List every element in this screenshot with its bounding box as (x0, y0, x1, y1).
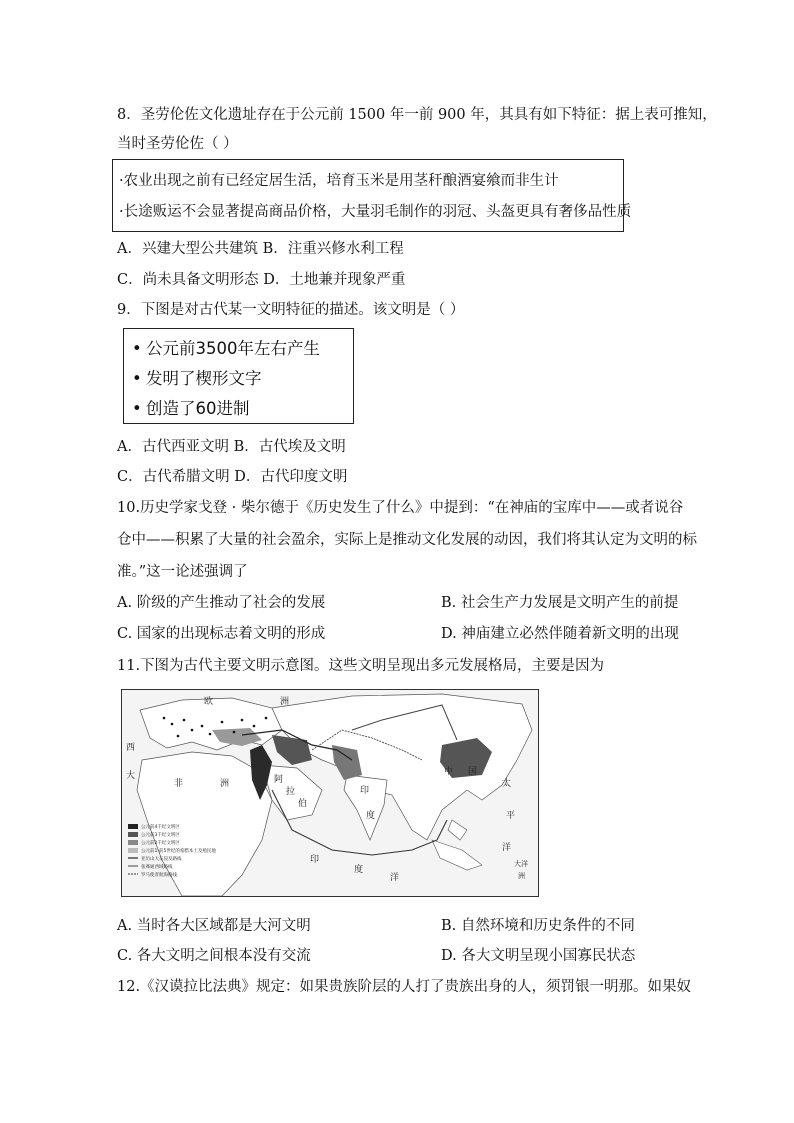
map-label-yin: 印 (360, 786, 370, 796)
q10-stem-line1: 10.历史学家戈登 · 柴尔德于《历史发生了什么》中提到：“在神庙的宝库中——或者说谷 (117, 500, 684, 516)
map-label-xi: 西 (126, 743, 136, 753)
map-label-guo: 国 (468, 767, 478, 777)
legend-swatch-2nd (128, 840, 138, 845)
map-label-zhou1: 洲 (280, 697, 290, 707)
ancient-civilizations-map (121, 689, 539, 897)
map-svg (122, 690, 538, 896)
map-label-yinyang: 印 (310, 855, 320, 865)
q10-stem-line2: 仓中——积累了大量的社会盈余，实际上是推动文化发展的动因，我们将其认定为文明的标 (117, 532, 697, 548)
map-label-zhong: 中 (444, 767, 454, 777)
legend-item-5: 亚历山大东侵及路线 (141, 857, 182, 862)
map-label-tai: 太 (502, 779, 512, 789)
legend-item-6: 张骞通西域路线 (141, 865, 173, 870)
q8-feature-box (112, 159, 632, 232)
map-label-du2: 度 (354, 865, 364, 875)
q8-box-line1: ·农业出现之前有已经定居生活，培育玉米是用茎秆酿酒宴飨而非生计 (119, 173, 559, 189)
q9-feature-box (123, 328, 354, 424)
q11-option-d: D. 各大文明呈现小国寡民状态 (441, 948, 636, 964)
map-label-ping: 平 (506, 811, 516, 821)
q10-option-d: D. 神庙建立必然伴随着新文明的出现 (441, 626, 679, 642)
q10-option-b: B. 社会生产力发展是文明产生的前提 (441, 595, 679, 611)
q9-bullet-1 (132, 338, 320, 360)
map-label-ou: 欧 (204, 697, 214, 707)
legend-item-1: 公元前4千纪文明区 (141, 825, 180, 830)
q9-options-ab: A．古代西亚文明 B．古代埃及文明 (117, 439, 346, 455)
map-label-a: 阿 (274, 775, 284, 785)
q8-options-ab: A．兴建大型公共建筑 B．注重兴修水利工程 (117, 241, 404, 257)
q9-bullet-3-text: 创造了60进制 (146, 399, 250, 418)
legend-swatch-3rd (128, 832, 138, 837)
q11-option-a: A. 当时各大区域都是大河文明 (117, 918, 311, 934)
map-label-yang: 洋 (502, 843, 512, 853)
q11-option-b: B. 自然环境和历史条件的不同 (441, 918, 635, 934)
legend-swatch-4th (128, 824, 138, 829)
legend-item-2: 公元前3千纪文明区 (141, 833, 180, 838)
map-label-du: 度 (366, 811, 376, 821)
q9-options-cd: C．古代希腊文明 D．古代印度文明 (117, 469, 348, 485)
q10-option-c: C. 国家的出现标志着文明的形成 (117, 626, 326, 642)
map-label-la: 拉 (286, 787, 296, 797)
q9-bullet-3 (132, 398, 250, 420)
legend-item-7: 罗马使者航海路线 (141, 873, 177, 878)
q8-box-line2: ·长途贩运不会显著提高商品价格，大量羽毛制作的羽冠、头盔更具有奢侈品性质 (119, 204, 632, 220)
q9-bullet-2 (132, 368, 262, 390)
bullet-dot: • (132, 399, 142, 418)
q8-options-cd: C．尚未具备文明形态 D．土地兼并现象严重 (117, 272, 406, 288)
map-label-zhou2: 洲 (220, 779, 230, 789)
q9-bullet-1-text: 公元前3500年左右产生 (146, 339, 320, 358)
map-label-fei: 非 (174, 779, 184, 789)
q9-stem: 9．下图是对古代某一文明特征的描述。该文明是（ ） (117, 302, 465, 318)
q9-bullet-2-text: 发明了楔形文字 (146, 369, 262, 388)
q8-stem-line2: 当时圣劳伦佐（ ） (117, 136, 238, 152)
map-label-da: 大 (126, 771, 136, 781)
q10-stem-line3: 准。”这一论述强调了 (117, 564, 248, 580)
q8-stem-line1: 8．圣劳伦佐文化遗址存在于公元前 1500 年一前 900 年，其具有如下特征：据上表可推知， (117, 107, 717, 123)
map-label-dayang: 大洋 (514, 860, 528, 868)
legend-item-4: 公元前1-前5世纪的希腊本土及殖民地 (141, 849, 216, 854)
q10-option-a: A. 阶级的产生推动了社会的发展 (117, 595, 326, 611)
bullet-dot: • (132, 369, 142, 388)
bullet-dot: • (132, 339, 142, 358)
map-label-yang2: 洋 (390, 873, 400, 883)
legend-swatch-greek (128, 848, 138, 853)
q12-stem-line1: 12.《汉谟拉比法典》规定：如果贵族阶层的人打了贵族出身的人，须罚银一明那。如果奴 (117, 979, 692, 995)
legend-item-3: 公元前2千纪文明区 (141, 841, 180, 846)
map-label-bo: 伯 (298, 799, 308, 809)
map-label-zhou3: 洲 (518, 872, 525, 880)
q11-option-c: C. 各大文明之间根本没有交流 (117, 948, 311, 964)
q11-stem: 11.下图为古代主要文明示意图。这些文明呈现出多元发展格局，主要是因为 (117, 658, 605, 674)
